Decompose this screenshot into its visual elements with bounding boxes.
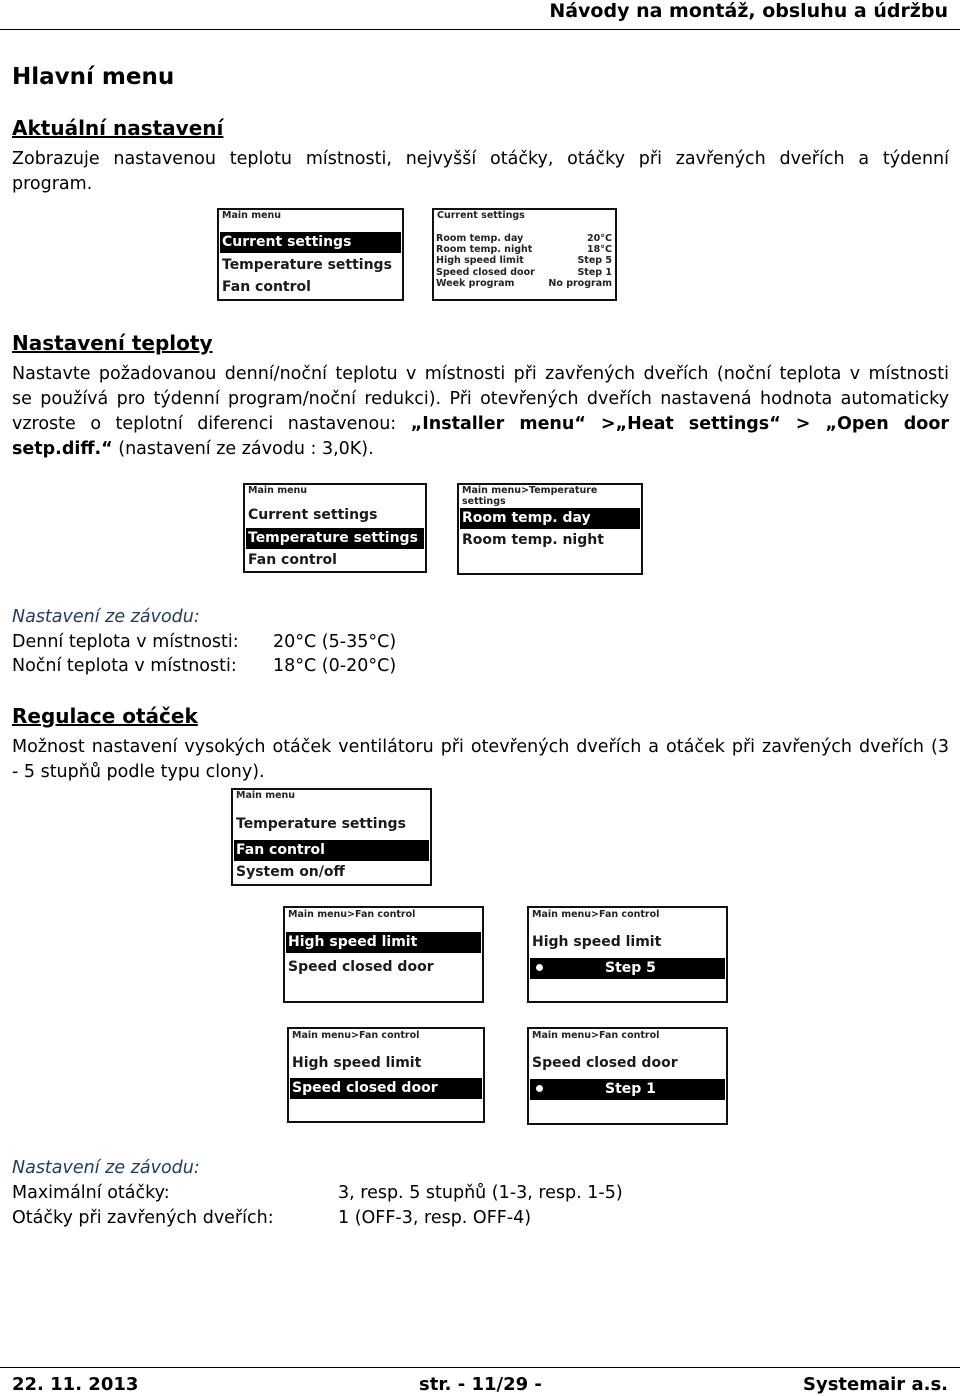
lcd-caption: Current settings (437, 210, 525, 221)
lcd-current-settings (432, 208, 617, 301)
lcd-settings-row (436, 278, 612, 289)
lcd-settings-row (436, 244, 612, 255)
setting-value: 20°C (587, 233, 612, 244)
factory-row-night-label: Noční teplota v místnosti: (12, 656, 237, 676)
lcd-fan-control-2 (527, 906, 728, 1003)
factory-row-max-label: Maximální otáčky: (12, 1183, 170, 1203)
paragraph-line: Zobrazuje nastavenou teplotu místnosti, nejvyšší otáčky, otáčky při zavřených dveřích a týdenní (12, 149, 949, 169)
document-header-title: Návody na montáž, obsluhu a údržbu (549, 0, 948, 22)
lcd-caption: Main menu (222, 210, 282, 221)
setting-value: Step 1 (577, 267, 612, 278)
lcd-option-selected (530, 1079, 725, 1100)
paragraph-line: - 5 stupňů podle typu clony). (12, 762, 265, 782)
header-divider (0, 29, 960, 30)
lcd-menu-item: Fan control (248, 552, 337, 568)
setting-value: 18°C (587, 244, 612, 255)
paragraph-line (12, 412, 949, 437)
lcd-menu-item: System on/off (236, 864, 345, 880)
lcd-fan-control-3 (287, 1027, 485, 1123)
lcd-main-menu-2 (243, 483, 427, 573)
lcd-menu-item-selected: Fan control (234, 840, 429, 861)
factory-row-day-label: Denní teplota v místnosti: (12, 632, 239, 652)
lcd-menu-item-selected: Speed closed door (290, 1078, 482, 1099)
lcd-settings-row (436, 233, 612, 244)
factory-row-day-value: 20°C (5-35°C) (273, 632, 397, 652)
lcd-menu-item-selected: High speed limit (286, 932, 481, 953)
factory-settings-label: Nastavení ze závodu: (12, 607, 200, 627)
section-title-fan-control: Regulace otáček (12, 704, 198, 728)
bullet-icon (536, 964, 543, 971)
setting-label: Week program (436, 278, 515, 289)
lcd-menu-item: Temperature settings (236, 816, 406, 832)
lcd-temperature-settings (457, 483, 643, 575)
paragraph-line: Nastavte požadovanou denní/noční teplotu v místnosti při zavřených dveřích (noční teplota v místnosti (12, 364, 949, 384)
lcd-menu-item: Fan control (222, 279, 311, 295)
option-value: Step 5 (605, 960, 656, 976)
footer-divider (0, 1367, 960, 1368)
footer-page-number: str. - 11/29 - (419, 1374, 542, 1395)
lcd-caption: Main menu>Fan control (292, 1030, 420, 1041)
lcd-menu-item-selected: Current settings (220, 232, 401, 253)
lcd-fan-control-4 (527, 1027, 728, 1125)
bullet-icon (536, 1085, 543, 1092)
factory-row-night-value: 18°C (0-20°C) (273, 656, 397, 676)
lcd-menu-item: Temperature settings (222, 257, 392, 273)
setting-label: High speed limit (436, 255, 524, 266)
lcd-menu-item: High speed limit (532, 934, 662, 950)
menu-path-end: setp.diff.“ (12, 439, 113, 459)
lcd-caption: Main menu>Fan control (288, 909, 416, 920)
paragraph-fragment: (nastavení ze závodu : 3,0K). (112, 439, 374, 459)
section-title-temperature: Nastavení teploty (12, 331, 213, 355)
lcd-menu-item-selected: Room temp. day (460, 508, 640, 529)
lcd-fan-control-1 (283, 906, 484, 1003)
paragraph-fragment: vzroste o teplotní diferenci nastavenou: (12, 414, 411, 434)
factory-row-closed-label: Otáčky při zavřených dveřích: (12, 1208, 274, 1228)
caption-line: settings (462, 496, 506, 507)
lcd-main-menu-1 (217, 208, 404, 301)
lcd-menu-item: Current settings (248, 507, 378, 523)
lcd-menu-item: Room temp. night (462, 532, 604, 548)
lcd-caption: Main menu (248, 485, 308, 496)
paragraph-line (12, 437, 949, 462)
lcd-settings-row (436, 255, 612, 266)
lcd-caption: Main menu>Fan control (532, 1030, 660, 1041)
setting-value: Step 5 (577, 255, 612, 266)
setting-label: Room temp. night (436, 244, 533, 255)
paragraph-line: se používá pro týdenní program/noční redukci). Při otevřených dveřích nastavená hodnota automaticky (12, 389, 949, 409)
factory-row-max-value: 3, resp. 5 stupňů (1-3, resp. 1-5) (338, 1183, 623, 1203)
section-title-current-settings: Aktuální nastavení (12, 116, 224, 140)
section-current-settings-text (12, 147, 949, 197)
setting-value: No program (548, 278, 612, 289)
setting-label: Speed closed door (436, 267, 535, 278)
lcd-caption: Main menu (236, 790, 296, 801)
paragraph-line: program. (12, 174, 93, 194)
caption-line: Main menu>Temperature (462, 485, 598, 496)
factory-row-closed-value: 1 (OFF-3, resp. OFF-4) (338, 1208, 532, 1228)
paragraph-line: Možnost nastavení vysokých otáček ventilátoru při otevřených dveřích a otáček při zavřených dveřích (3 (12, 737, 949, 757)
lcd-menu-item-selected: Temperature settings (246, 528, 424, 549)
footer-company: Systemair a.s. (803, 1374, 948, 1395)
lcd-option-selected (530, 958, 725, 979)
lcd-menu-item: High speed limit (292, 1055, 422, 1071)
lcd-menu-item: Speed closed door (288, 959, 434, 975)
lcd-menu-item: Speed closed door (532, 1055, 678, 1071)
option-value: Step 1 (605, 1081, 656, 1097)
lcd-caption (462, 485, 597, 507)
section-temperature-text (12, 362, 949, 462)
factory-settings-label: Nastavení ze závodu: (12, 1158, 200, 1178)
lcd-caption: Main menu>Fan control (532, 909, 660, 920)
menu-path: „Installer menu“ >„Heat settings“ > „Open door (410, 414, 949, 434)
setting-label: Room temp. day (436, 233, 524, 244)
footer-date: 22. 11. 2013 (12, 1374, 139, 1395)
section-fan-control-text (12, 735, 949, 785)
lcd-main-menu-3 (231, 788, 432, 886)
lcd-settings-row (436, 267, 612, 278)
page-title: Hlavní menu (12, 64, 175, 90)
